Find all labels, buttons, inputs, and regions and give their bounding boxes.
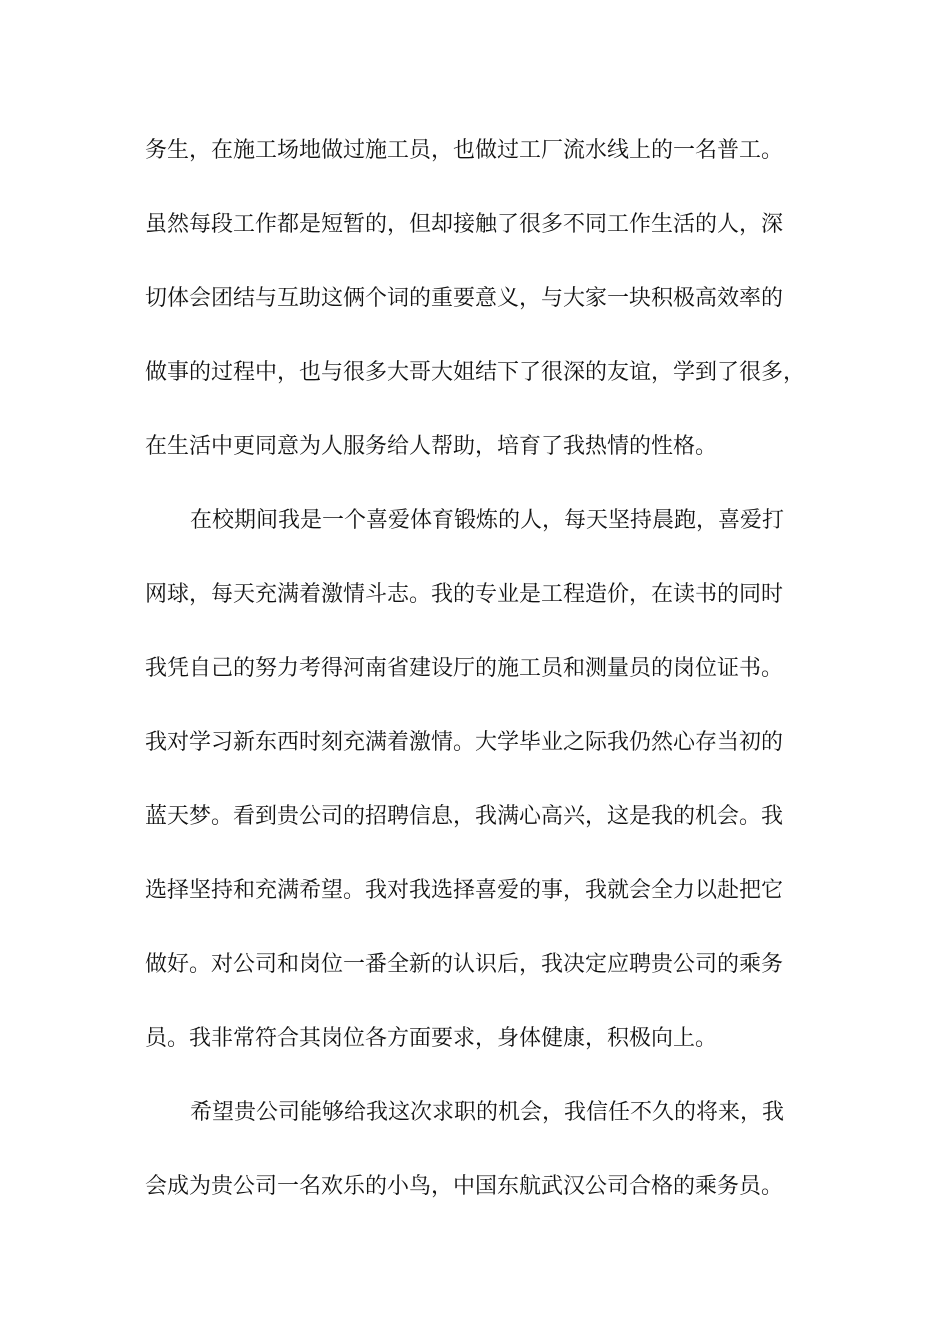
text-line: 选择坚持和充满希望。我对我选择喜爱的事，我就会全力以赴把它 xyxy=(145,878,784,903)
text-line: 我对学习新东西时刻充满着激情。大学毕业之际我仍然心存当初的 xyxy=(145,730,784,755)
text-line: 在生活中更同意为人服务给人帮助，培育了我热情的性格。 xyxy=(145,434,718,459)
text-line: 网球，每天充满着激情斗志。我的专业是工程造价，在读书的同时 xyxy=(145,582,784,607)
paragraph-start-line: 在校期间我是一个喜爱体育锻炼的人，每天坚持晨跑，喜爱打 xyxy=(190,508,785,533)
text-line: 务生，在施工场地做过施工员，也做过工厂流水线上的一名普工。 xyxy=(145,138,784,163)
text-line: 我凭自己的努力考得河南省建设厅的施工员和测量员的岗位证书。 xyxy=(145,656,784,681)
text-line: 做好。对公司和岗位一番全新的认识后，我决定应聘贵公司的乘务 xyxy=(145,952,784,977)
text-line: 会成为贵公司一名欢乐的小鸟，中国东航武汉公司合格的乘务员。 xyxy=(145,1174,784,1199)
text-line: 虽然每段工作都是短暂的，但却接触了很多不同工作生活的人，深 xyxy=(145,212,784,237)
text-line: 员。我非常符合其岗位各方面要求，身体健康，积极向上。 xyxy=(145,1026,718,1051)
text-line: 蓝天梦。看到贵公司的招聘信息，我满心高兴，这是我的机会。我 xyxy=(145,804,784,829)
text-line: 切体会团结与互助这俩个词的重要意义，与大家一块积极高效率的 xyxy=(145,286,784,311)
text-line: 做事的过程中，也与很多大哥大姐结下了很深的友谊，学到了很多， xyxy=(145,360,806,385)
paragraph-start-line: 希望贵公司能够给我这次求职的机会，我信任不久的将来，我 xyxy=(190,1100,785,1125)
body-text xyxy=(145,128,825,1238)
